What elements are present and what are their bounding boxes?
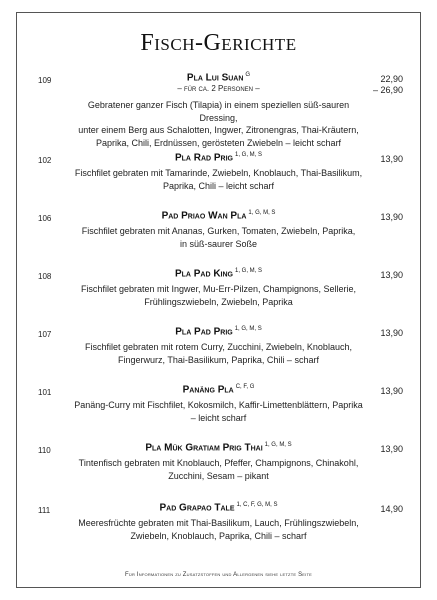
description-line: – leicht scharf — [190, 412, 247, 423]
dish-price: 13,90 — [380, 154, 403, 164]
description-line: Gebratener ganzer Fisch (Tilapia) in einem speziellen süß-sauren Dressing, — [87, 100, 350, 123]
description-line: Fischfilet gebraten mit Ananas, Gurken, Tomaten, Zwiebeln, Paprika, — [81, 226, 356, 236]
dish-number: 101 — [38, 388, 52, 397]
allergen-codes: 1, C, F, G, M, S — [236, 502, 278, 508]
dish-name-text: Pla Lui Suan — [186, 72, 244, 84]
dish-description — [70, 341, 367, 366]
dish-price: 13,90 — [380, 270, 403, 280]
dish-name-text: Pad Grapao Tale — [159, 502, 235, 514]
description-line: Zwiebeln, Knoblauch, Paprika, Chili – scharf — [130, 530, 307, 541]
dish-subtitle: – für ca. 2 Personen – — [177, 84, 260, 93]
dish-name — [90, 326, 347, 337]
description-line: Paprika, Chili, Erdnüssen, gerösteten Zwiebeln – leicht scharf — [95, 137, 342, 148]
price-value-max: – 26,90 — [372, 85, 403, 95]
dish-description — [70, 283, 367, 308]
description-line: Panäng-Curry mit Fischfilet, Kokosmilch, Kaffir-Limettenblättern, Paprika — [74, 400, 363, 410]
description-line: Fischfilet gebraten mit Tamarinde, Zwiebeln, Knoblauch, Thai-Basilikum, — [74, 168, 363, 178]
dish-number: 107 — [38, 330, 52, 339]
page-title: Fisch-Gerichte — [140, 30, 297, 56]
dish-description — [70, 167, 367, 192]
allergen-codes: G — [245, 72, 251, 78]
dish-number: 102 — [38, 156, 52, 165]
dish-name-text: Pla Pad Prig — [175, 326, 233, 338]
dish-description — [70, 399, 367, 424]
dish-price: 13,90 — [380, 386, 403, 396]
dish-name-text: Pla Mük Gratiam Prig Thai — [145, 442, 263, 454]
allergen-codes: 1, G, M, S — [248, 210, 276, 216]
description-line: Fischfilet gebraten mit rotem Curry, Zucchini, Zwiebeln, Knoblauch, — [85, 342, 352, 352]
allergen-footnote: Für Informationen zu Zusatzstoffen und Allergenen siehe letzte Seite — [125, 572, 312, 578]
dish-price: 13,90 — [380, 444, 403, 454]
dish-price: 13,90 — [380, 212, 403, 222]
description-line: unter einem Berg aus Schalotten, Ingwer, Zitronengras, Thai-Kräutern, — [78, 125, 359, 135]
dish-name — [90, 72, 347, 83]
dish-name-text: Pla Pad King — [174, 268, 233, 280]
description-line: Frühlingszwiebeln, Zwiebeln, Paprika — [144, 296, 293, 307]
dish-price: 14,90 — [380, 504, 403, 514]
description-line: Paprika, Chili – leicht scharf — [162, 180, 275, 191]
allergen-codes: 1, G, M, S — [235, 268, 263, 274]
dish-name — [90, 268, 347, 279]
allergen-codes: 1, G, M, S — [235, 152, 263, 158]
allergen-codes: 1, G, M, S — [234, 326, 262, 332]
description-line: in süß-saurer Soße — [179, 238, 258, 249]
dish-name — [90, 152, 347, 163]
dish-description — [70, 517, 367, 542]
dish-number: 109 — [38, 76, 52, 85]
description-line: Fingerwurz, Thai-Basilikum, Paprika, Chili – scharf — [118, 354, 319, 365]
dish-number: 106 — [38, 214, 52, 223]
description-line: Zucchini, Sesam – pikant — [168, 470, 269, 481]
description-line: Tintenfisch gebraten mit Knoblauch, Pfeffer, Champignons, Chinakohl, — [78, 458, 359, 468]
description-line: Meeresfrüchte gebraten mit Thai-Basilikum, Lauch, Frühlingszwiebeln, — [78, 518, 359, 528]
dish-number: 108 — [38, 272, 52, 281]
dish-number: 110 — [38, 446, 51, 455]
description-line: Fischfilet gebraten mit Ingwer, Mu-Err-Pilzen, Champignons, Sellerie, — [80, 284, 357, 294]
dish-description — [70, 225, 367, 250]
dish-number: 111 — [38, 506, 51, 515]
dish-name-text: Pla Rad Prig — [174, 152, 233, 164]
dish-price — [373, 74, 403, 96]
allergen-codes: 1, G, M, S — [264, 442, 292, 448]
allergen-codes: C, F, G — [235, 384, 255, 390]
dish-name-text: Panäng Pla — [182, 384, 234, 396]
dish-description — [70, 457, 367, 482]
dish-name-text: Pad Priao Wan Pla — [161, 210, 247, 222]
price-value: 22,90 — [380, 74, 403, 84]
dish-name — [90, 384, 347, 395]
dish-name — [90, 442, 347, 453]
dish-description — [70, 99, 367, 149]
dish-name — [90, 210, 347, 221]
dish-name — [90, 502, 347, 513]
dish-price: 13,90 — [380, 328, 403, 338]
